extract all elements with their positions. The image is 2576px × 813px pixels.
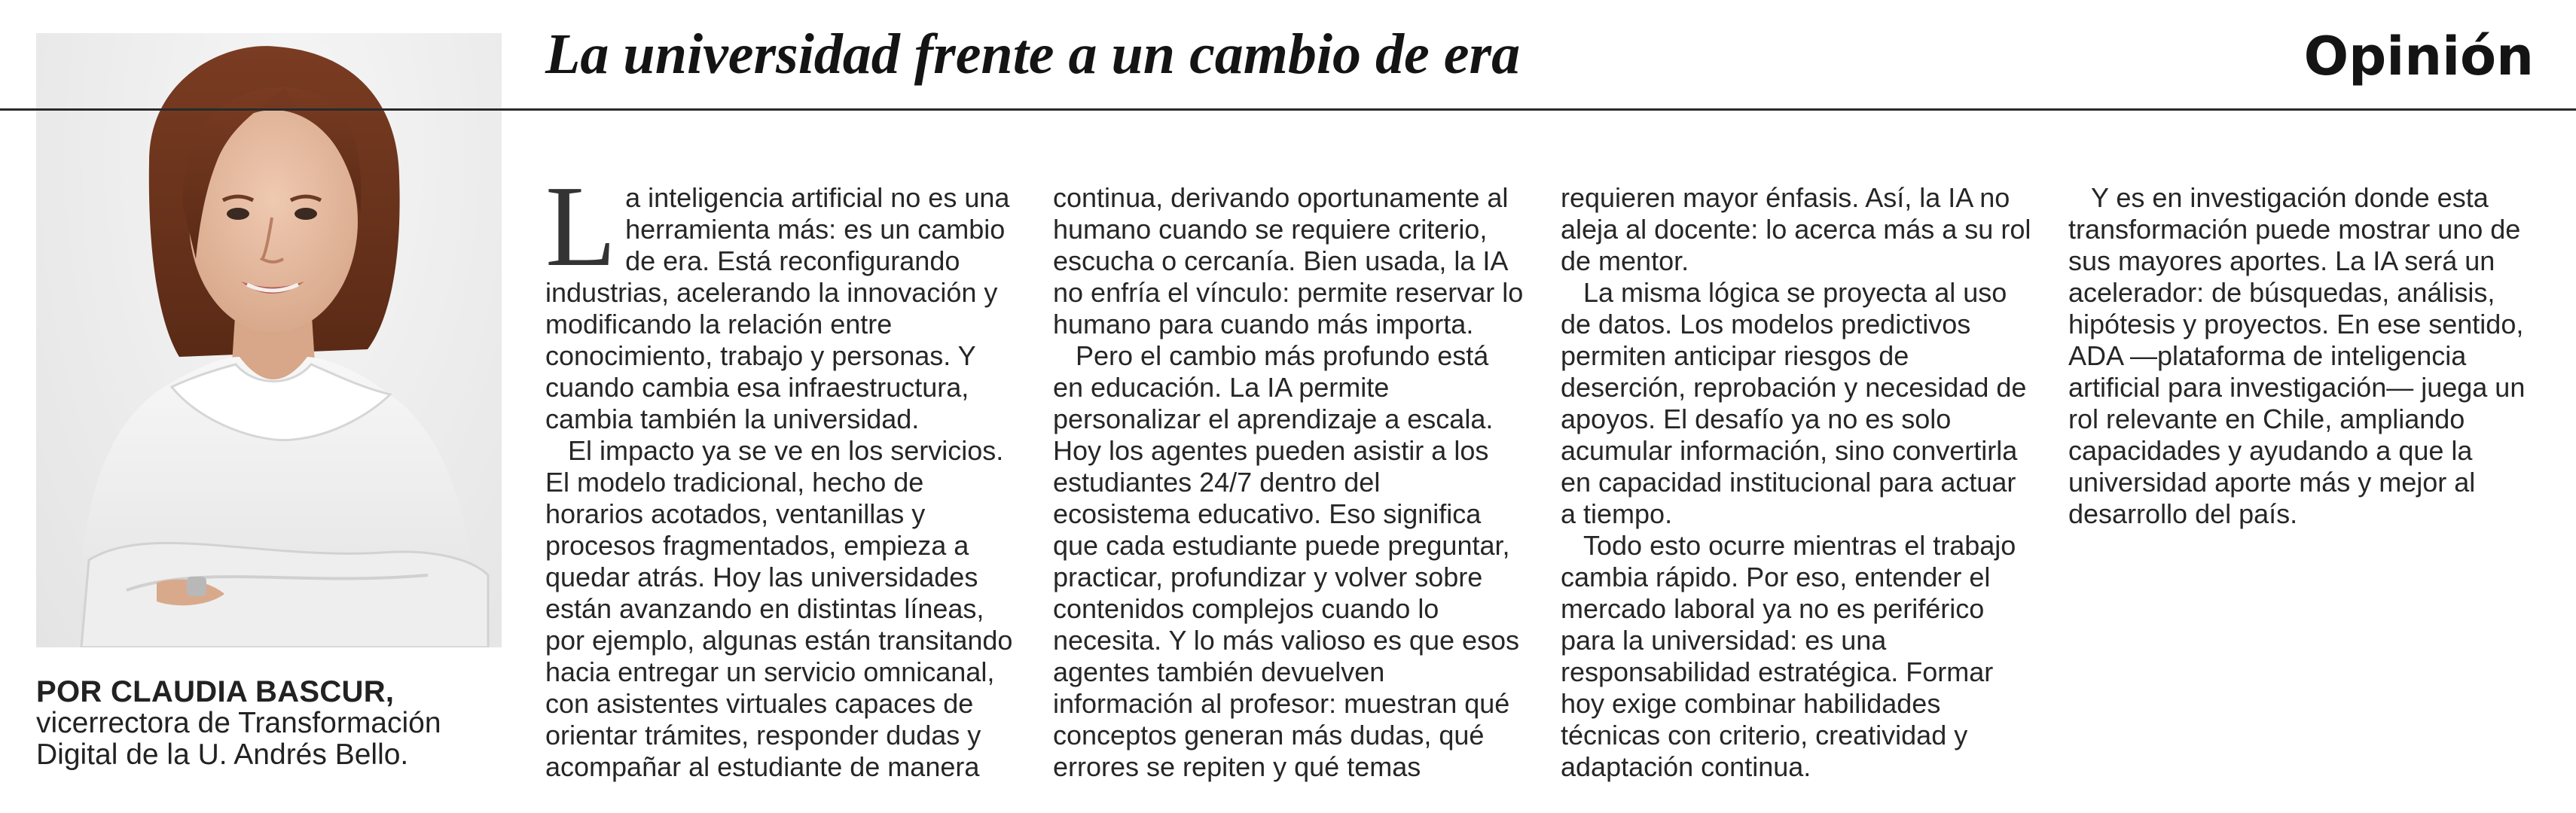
author-portrait-illustration — [36, 33, 502, 647]
author-byline: POR CLAUDIA BASCUR, — [36, 675, 395, 708]
author-role-line-2: Digital de la U. Andrés Bello. — [36, 738, 409, 771]
author-photo — [36, 33, 502, 647]
drop-cap: L — [545, 163, 617, 291]
article-paragraph: El impacto ya se ve en los servicios. El modelo tradicional, hecho de horarios acotados, ventanillas y procesos fragmentados, empieza a quedar atrás. Hoy las universidades están avanzando en distintas líneas, por ejemplo, algunas están transitando hacia entregar un servicio omnicanal, con asistentes virtuales capaces de orientar trámites, responder dudas y acompañar al estudiante de manera continua, derivando oportunamente al humano cuando se requiere criterio, escucha o cercanía. Bien usada, la IA no enfría el vínculo: permite reservar lo humano para cuando más importa. — [545, 182, 1524, 782]
article-paragraph: La misma lógica se proyecta al uso de datos. Los modelos predictivos permiten anticipar riesgos de deserción, reprobación y necesidad de apoyos. El desafío ya no es solo acumular información, sino convertirla en capacidad institucional para actuar a tiempo. — [1561, 277, 2027, 529]
article-paragraph: Todo esto ocurre mientras el trabajo cambia rápido. Por eso, entender el mercado laboral ya no es periférico para la universidad: es una responsabilidad estratégica. Formar hoy exige combinar habilidades técnicas con criterio, creatividad y adaptación continua. — [1561, 530, 2016, 782]
paragraph-text: a inteligencia artificial no es una herramienta más: es un cambio de era. Está reconfigurando industrias, acelerando la innovación y modificando la relación entre conocimiento, trabajo y personas. Y cuando cambia esa infraestructura, cambia también la universidad. — [545, 182, 1010, 434]
article-paragraph: Y es en investigación donde esta transformación puede mostrar uno de sus mayores aportes. La IA será un acelerador: de búsquedas, análisis, hipótesis y proyectos. En ese sentido, ADA —plataforma de inteligencia artificial para investigación— juega un rol relevante en Chile, ampliando capacidades y ayudando a que la universidad aporte más y mejor al desarrollo del país. — [2068, 182, 2526, 529]
author-credit — [36, 676, 518, 771]
author-role-line-1: vicerrectora de Transformación — [36, 707, 441, 739]
section-label: Opinión — [2303, 26, 2534, 87]
header-divider — [0, 108, 2576, 111]
article-paragraph — [545, 163, 1017, 435]
article-body — [545, 163, 2540, 784]
article-paragraph: Pero el cambio más profundo está en educación. La IA permite personalizar el aprendizaje a escala. Hoy los agentes pueden asistir a los estudiantes 24/7 dentro del ecosistema educativo. Eso significa que cada estudiante puede preguntar, practicar, profundizar y volver sobre contenidos complejos cuando lo necesita. Y lo más valioso es que esos agentes también devuelven información al profesor: muestran qué conceptos generan más dudas, qué errores se repiten y qué temas requieren mayor énfasis. Así, la IA no aleja al docente: lo acerca más a su rol de mentor. — [1053, 182, 2031, 782]
article-headline: La universidad frente a un cambio de era — [545, 23, 1521, 86]
